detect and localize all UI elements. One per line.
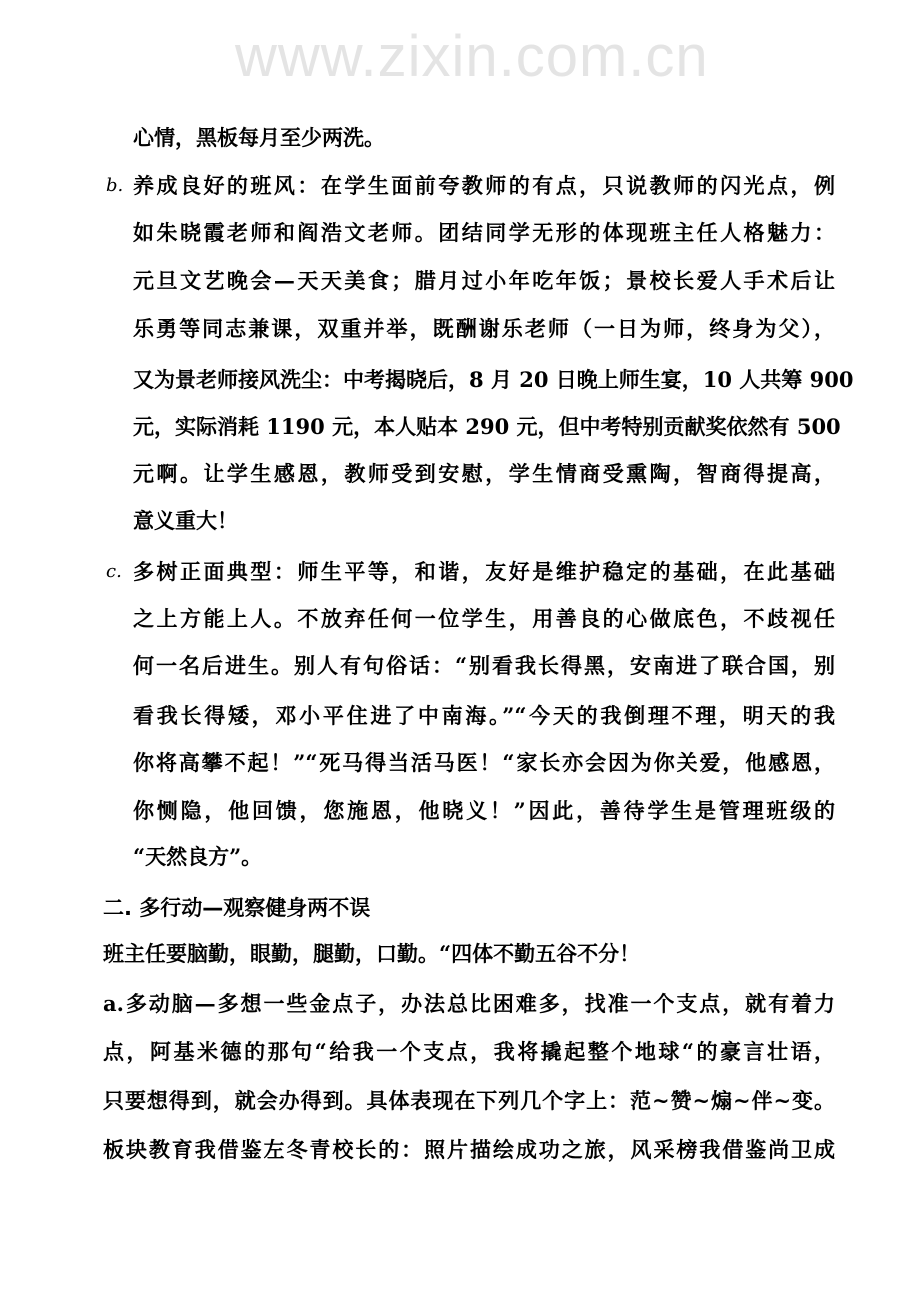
intro-line: 心情，黑板每月至少两洗。 — [133, 125, 385, 150]
body-line: 板块教育我借鉴左冬青校长的：照片描绘成功之旅，风采榜我借鉴尚卫成 — [103, 1137, 835, 1162]
item-b-line: 又为景老师接风洗尘：中考揭晓后，8 月 20 日晚上师生宴，10 人共筹 900 — [133, 367, 854, 392]
item-c-line: 你将高攀不起！”“死马得当活马医！“家长亦会因为你关爱，他感恩， — [133, 750, 835, 775]
section-heading: 二. 多行动—观察健身两不误 — [103, 896, 371, 920]
item-c-line: “天然良方”。 — [133, 844, 263, 869]
body-line: a.多动脑—多想一些金点子，办法总比困难多，找准一个支点，就有着力 — [103, 991, 835, 1016]
item-b-line: 如朱晓霞老师和阎浩文老师。团结同学无形的体现班主任人格魅力： — [133, 220, 835, 245]
item-c-line: 之上方能上人。不放弃任何一位学生，用善良的心做底色，不歧视任 — [133, 606, 835, 631]
item-c-line: 多树正面典型：师生平等，和谐，友好是维护稳定的基础，在此基础 — [133, 559, 835, 584]
body-line: 班主任要脑勤，眼勤，腿勤，口勤。“四体不勤五谷不分！ — [103, 941, 641, 966]
item-c-line: 何一名后进生。别人有句俗话：“别看我长得黑，安南进了联合国，别 — [133, 653, 835, 678]
item-c-label: c. — [106, 561, 122, 582]
item-b-label: b. — [106, 175, 124, 196]
item-c-line: 看我长得矮，邓小平住进了中南海。”“今天的我倒理不理，明天的我 — [133, 703, 835, 728]
body-line: 点，阿基米德的那句“给我一个支点，我将撬起整个地球“的豪言壮语， — [103, 1039, 835, 1064]
item-b-line: 乐勇等同志兼课，双重并举，既酬谢乐老师（一日为师，终身为父）， — [133, 316, 835, 341]
watermark: www.zixin.com.cn — [235, 24, 709, 89]
item-b-line: 养成良好的班风：在学生面前夸教师的有点，只说教师的闪光点，例 — [133, 173, 835, 198]
item-c-line: 你恻隐，他回馈，您施恩，他晓义！”因此，善待学生是管理班级的 — [133, 798, 835, 823]
item-b-line: 意义重大！ — [133, 508, 238, 533]
item-b-line: 元啊。让学生感恩，教师受到安慰，学生情商受熏陶，智商得提高， — [133, 461, 835, 486]
item-b-line: 元旦文艺晚会—天天美食；腊月过小年吃年饭；景校长爱人手术后让 — [133, 268, 835, 293]
body-line: 只要想得到，就会办得到。具体表现在下列几个字上：范~赞~煽~伴~变。 — [103, 1088, 835, 1113]
item-b-line: 元，实际消耗 1190 元，本人贴本 290 元，但中考特别贡献奖依然有 500 — [133, 414, 841, 439]
